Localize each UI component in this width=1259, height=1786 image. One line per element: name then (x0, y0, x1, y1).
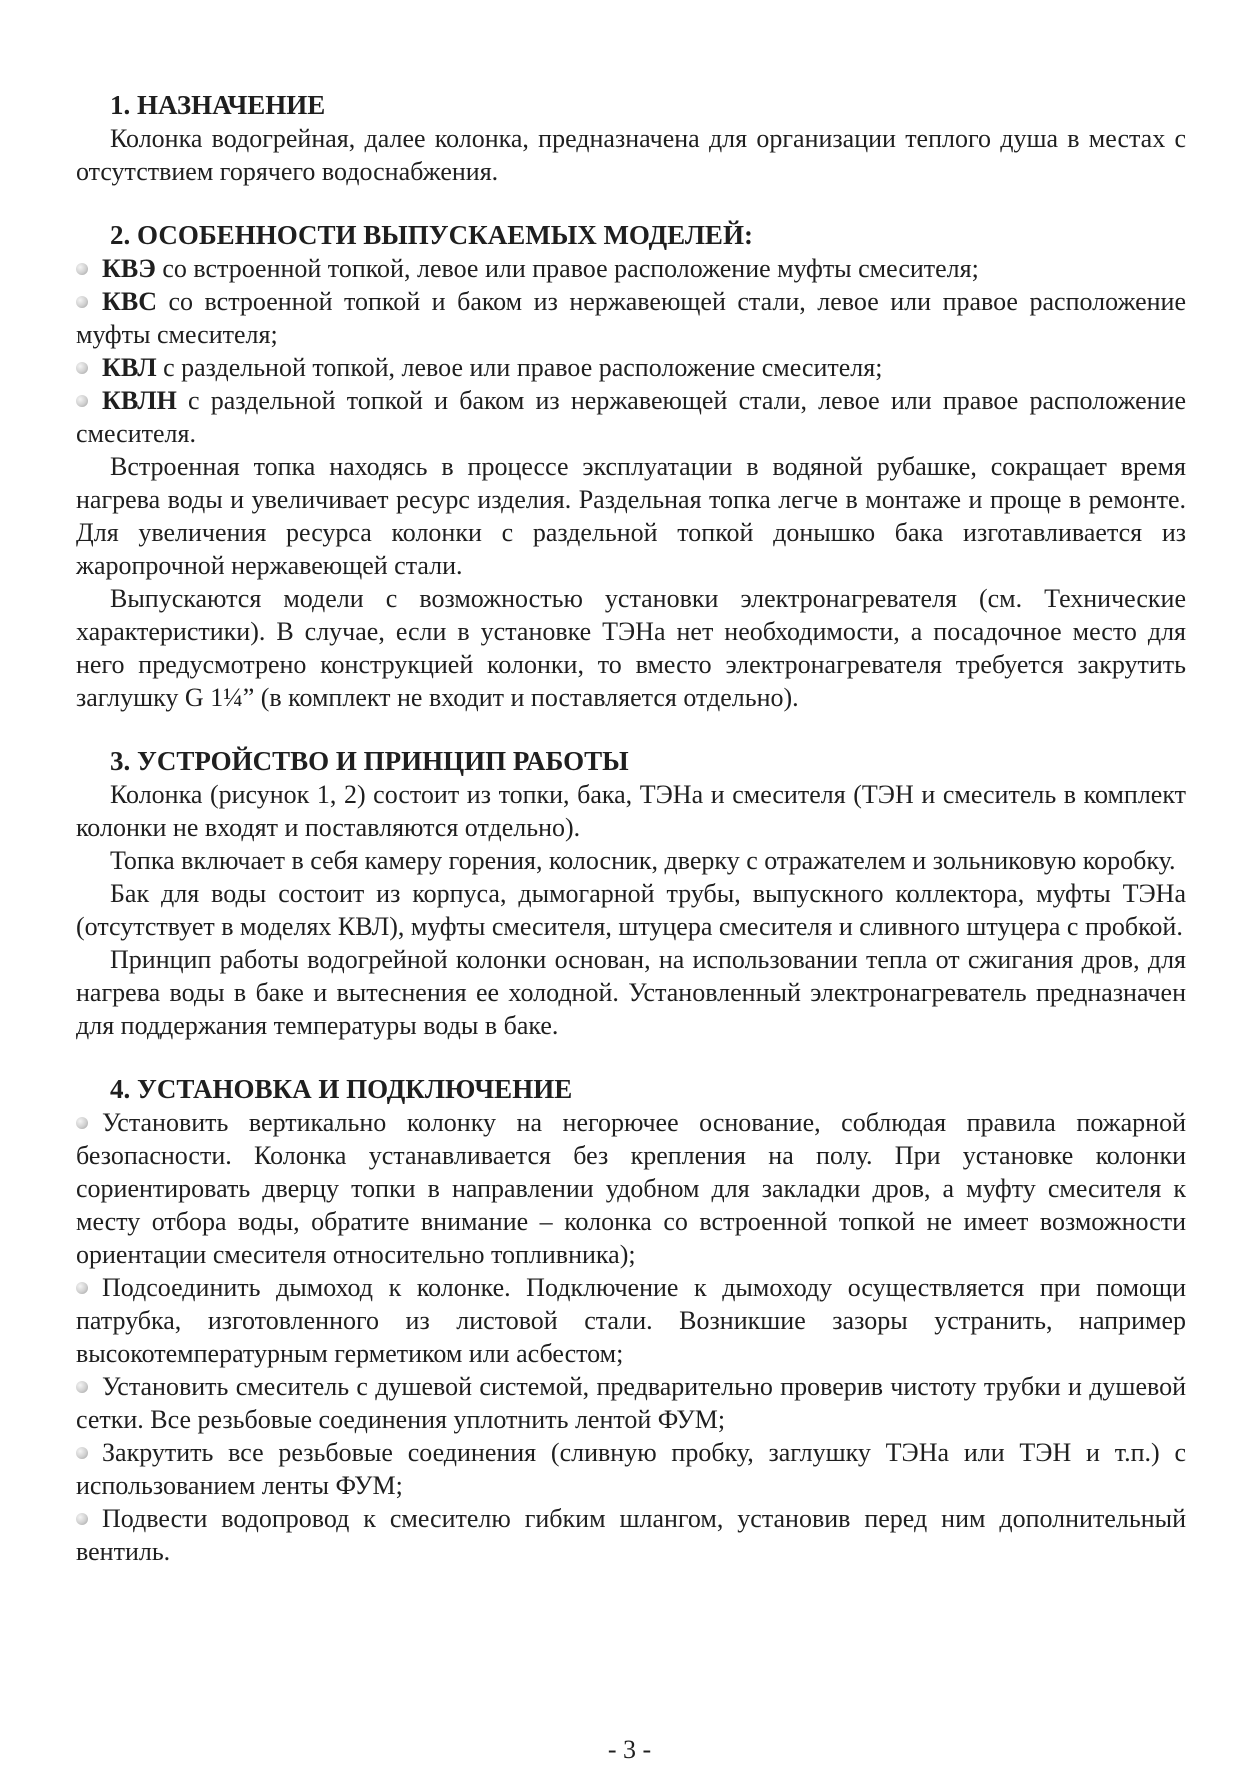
bullet-icon (76, 362, 88, 374)
page-number: - 3 - (607, 1735, 652, 1764)
bullet-icon (76, 395, 88, 407)
step-text: Подвести водопровод к смесителю гибким шлангом, установив перед ним дополнительный вентиль. (76, 1504, 1186, 1566)
installation-step (76, 1106, 1186, 1271)
model-code: КВС (102, 287, 157, 316)
model-description: со встроенной топкой, левое или правое расположение муфты смесителя; (155, 254, 979, 283)
installation-step (76, 1436, 1186, 1502)
installation-step (76, 1271, 1186, 1370)
bullet-icon (76, 1282, 88, 1294)
model-item (76, 384, 1186, 450)
section-installation (76, 1072, 1186, 1568)
model-code: КВЭ (102, 254, 156, 283)
model-description: с раздельной топкой, левое или правое расположение смесителя; (156, 353, 883, 382)
paragraph: Топка включает в себя камеру горения, колосник, дверку с отражателем и зольниковую коробку. (110, 846, 1176, 875)
model-item (76, 285, 1186, 351)
paragraph: Выпускаются модели с возможностью установки электронагревателя (см. Технические характеристики). В случае, если в установке ТЭНа нет необходимости, а посадочное место для него предусмотрено конструкцией колонки, то вместо электронагревателя требуется закрутить заглушку G 1¼” (в комплект не входит и поставляется отдельно). (76, 584, 1186, 712)
step-text: Установить смеситель с душевой системой, предварительно проверив чистоту трубки и душевой сетки. Все резьбовые соединения уплотнить лентой ФУМ; (76, 1372, 1186, 1434)
bullet-icon (76, 1513, 88, 1525)
model-code: КВЛН (102, 386, 177, 415)
paragraph: Принцип работы водогрейной колонки основан, на использовании тепла от сжигания дров, для нагрева воды в баке и вытеснения ее холодной. Установленный электронагреватель предназначен для поддержания температуры воды в баке. (76, 945, 1186, 1040)
bullet-icon (76, 263, 88, 275)
paragraph: Колонка водогрейная, далее колонка, предназначена для организации теплого душа в местах с отсутствием горячего водоснабжения. (76, 124, 1186, 186)
installation-step (76, 1370, 1186, 1436)
section-heading: 3. УСТРОЙСТВО И ПРИНЦИП РАБОТЫ (110, 746, 629, 776)
section-design-principle (76, 744, 1186, 1042)
bullet-icon (76, 296, 88, 308)
bullet-icon (76, 1117, 88, 1129)
step-text: Подсоединить дымоход к колонке. Подключение к дымоходу осуществляется при помощи патрубка, изготовленного из листовой стали. Возникшие зазоры устранить, например высокотемпературным герметиком или асбестом; (76, 1273, 1186, 1368)
model-description: с раздельной топкой и баком из нержавеющей стали, левое или правое расположение смесителя. (76, 386, 1186, 448)
paragraph: Встроенная топка находясь в процессе эксплуатации в водяной рубашке, сокращает время нагрева воды и увеличивает ресурс изделия. Раздельная топка легче в монтаже и проще в ремонте. Для увеличения ресурса колонки с раздельной топкой донышко бака изготавливается из жаропрочной нержавеющей стали. (76, 452, 1186, 580)
section-heading: 1. НАЗНАЧЕНИЕ (110, 90, 326, 120)
bullet-icon (76, 1381, 88, 1393)
model-description: со встроенной топкой и баком из нержавеющей стали, левое или правое расположение муфты смесителя; (76, 287, 1186, 349)
bullet-icon (76, 1447, 88, 1459)
section-purpose (76, 88, 1186, 188)
model-item (76, 351, 1186, 384)
model-item (76, 252, 1186, 285)
paragraph: Бак для воды состоит из корпуса, дымогарной трубы, выпускного коллектора, муфты ТЭНа (отсутствует в моделях КВЛ), муфты смесителя, штуцера смесителя и сливного штуцера с пробкой. (76, 879, 1186, 941)
page-content (76, 88, 1186, 1598)
model-code: КВЛ (102, 353, 157, 382)
section-models (76, 218, 1186, 714)
step-text: Установить вертикально колонку на негорючее основание, соблюдая правила пожарной безопасности. Колонка устанавливается без крепления на полу. При установке колонки сориентировать дверцу топки в направлении удобном для закладки дров, а муфту смесителя к месту отбора воды, обратите внимание – колонка со встроенной топкой не имеет возможности ориентации смесителя относительно топливника); (76, 1108, 1186, 1269)
paragraph: Колонка (рисунок 1, 2) состоит из топки, бака, ТЭНа и смесителя (ТЭН и смеситель в комплект колонки не входят и поставляются отдельно). (76, 780, 1186, 842)
step-text: Закрутить все резьбовые соединения (сливную пробку, заглушку ТЭНа или ТЭН и т.п.) с использованием ленты ФУМ; (76, 1438, 1186, 1500)
section-heading: 4. УСТАНОВКА И ПОДКЛЮЧЕНИЕ (110, 1074, 573, 1104)
section-heading: 2. ОСОБЕННОСТИ ВЫПУСКАЕМЫХ МОДЕЛЕЙ: (110, 220, 753, 250)
installation-step (76, 1502, 1186, 1568)
